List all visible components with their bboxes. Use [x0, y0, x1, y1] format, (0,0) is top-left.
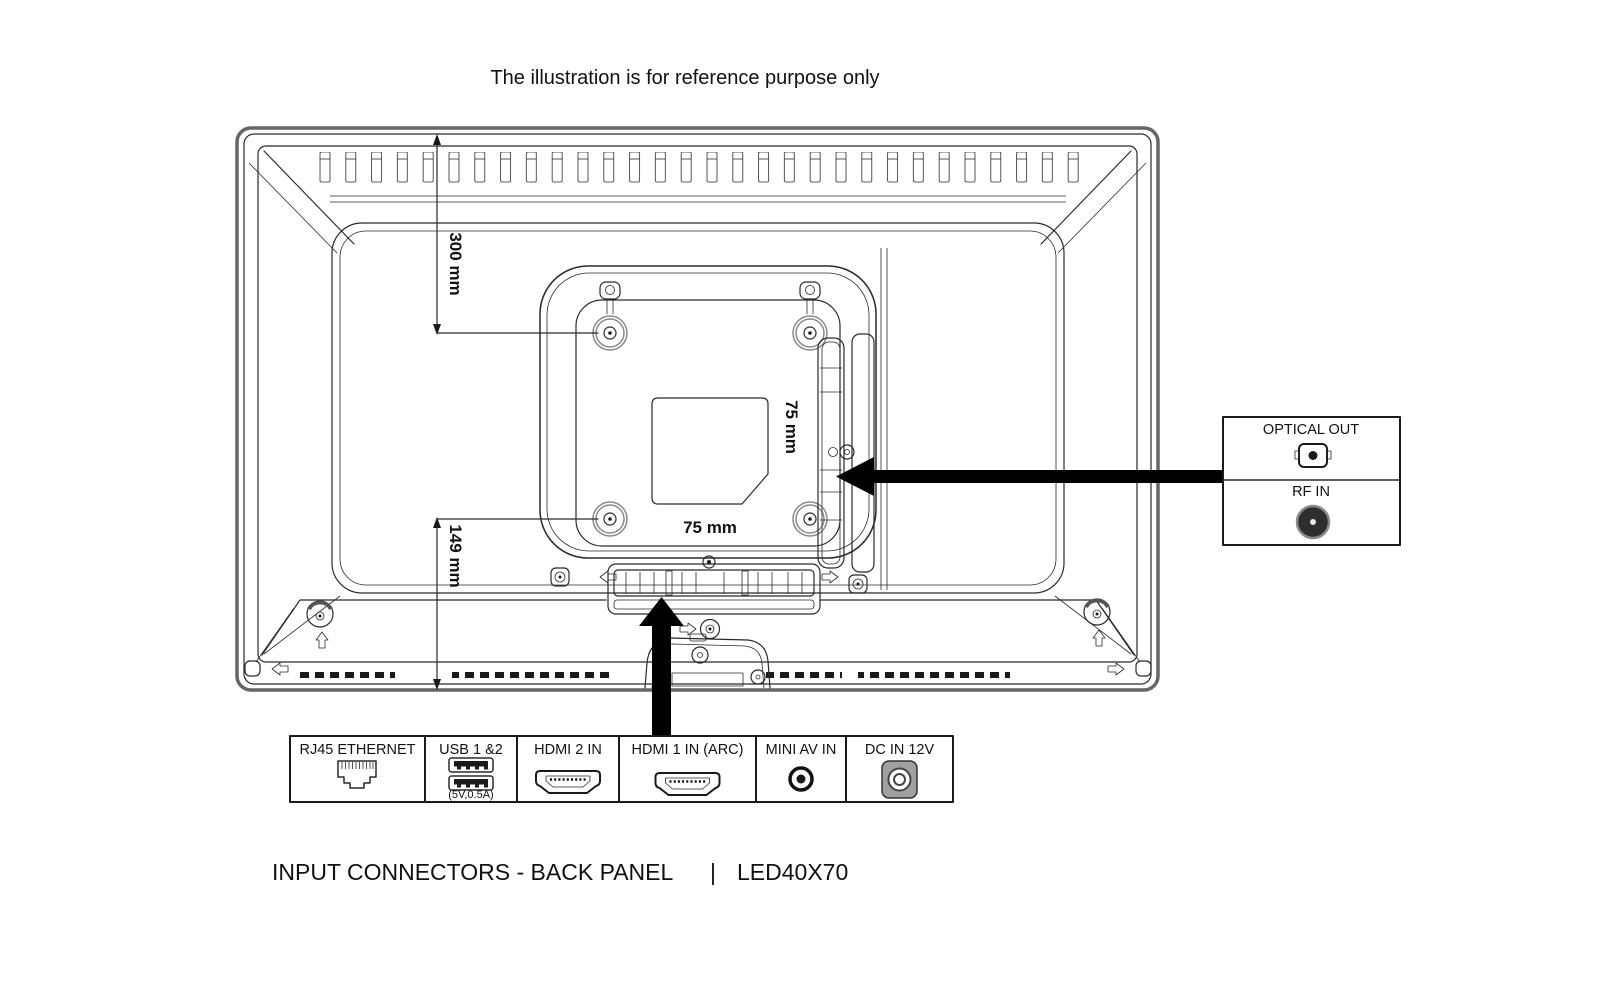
bottom-vent-dashes: [452, 672, 615, 679]
usb-label: USB 1 &2: [439, 742, 503, 758]
bottom-vent-dashes: [766, 672, 842, 679]
dcin-label: DC IN 12V: [864, 742, 935, 758]
dimension-label-149mm: 149 mm: [446, 524, 465, 588]
optical-out-icon: [1295, 444, 1331, 467]
connector-table: [290, 736, 953, 802]
top-vent-slots: [312, 152, 1088, 185]
connector-cell-usb: [439, 742, 503, 801]
dc-power-jack-icon: [882, 761, 917, 798]
caption-text: INPUT CONNECTORS - BACK PANEL: [272, 859, 673, 885]
bottom-vent-dashes: [298, 672, 395, 679]
reference-note: The illustration is for reference purpose only: [490, 67, 880, 89]
hdmi1-label: HDMI 1 IN (ARC): [631, 742, 744, 758]
dimension-label-300mm: 300 mm: [446, 232, 465, 296]
connector-cell-dcin: [865, 742, 935, 798]
hdmi2-label: HDMI 2 IN: [534, 742, 602, 758]
rj45-label: RJ45 ETHERNET: [299, 742, 416, 758]
caption-separator: |: [710, 859, 716, 885]
diagram-caption: [272, 859, 848, 885]
bottom-vent-dashes: [858, 672, 1010, 679]
connector-cell-hdmi1: [632, 742, 744, 795]
tv-back-panel-illustration: [237, 128, 1158, 690]
dimension-label-75mm-vertical: 75 mm: [782, 400, 801, 454]
hdmi-port-icon: [536, 771, 600, 793]
tv-outer-frame: [237, 128, 1158, 690]
connector-cell-miniav: [766, 742, 837, 790]
usb-rating-label: (5V,0.5A): [448, 789, 494, 801]
mini-av-jack-icon: [790, 768, 812, 790]
dimension-label-75mm-horizontal: 75 mm: [683, 518, 737, 537]
rj45-ethernet-icon: [338, 761, 376, 788]
miniav-label: MINI AV IN: [765, 742, 837, 758]
hdmi-port-icon: [656, 773, 720, 795]
optical-out-label: OPTICAL OUT: [1262, 422, 1360, 438]
connector-cell-hdmi2: [534, 742, 602, 793]
usb-ports-icon: [449, 758, 493, 790]
connector-cell-rj45: [299, 742, 415, 788]
rf-in-label: RF IN: [1292, 484, 1330, 500]
rf-in-icon: [1297, 506, 1329, 538]
side-connector-callout: [1223, 417, 1400, 545]
caption-model: LED40X70: [737, 859, 849, 885]
